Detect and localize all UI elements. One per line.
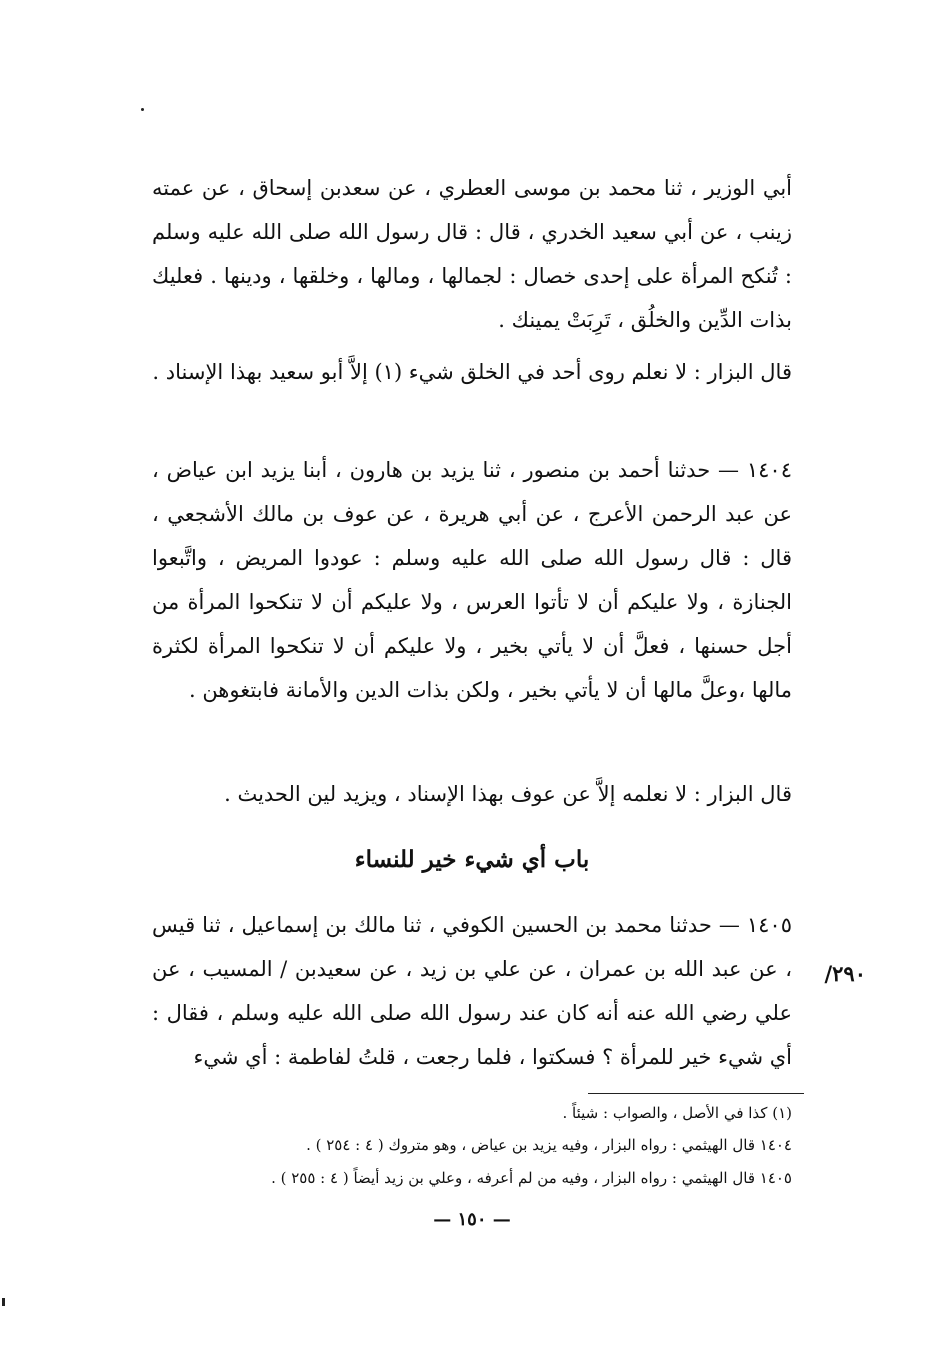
page-number: — ١٥٠ — [433,1209,511,1230]
footnote-1404: ١٤٠٤ قال الهيثمي : رواه البزار ، وفيه يزيد بن عياض ، وهو متروك ( ٤ : ٢٥٤ ) . [306,1136,792,1154]
print-speck [2,1298,5,1306]
paragraph-bazzar-comment-2: قال البزار : لا نعلمه إلاَّ عن عوف بهذا الإسناد ، ويزيد لين الحديث . [224,782,792,806]
chapter-heading: باب أي شيء خير للنساء [354,846,590,873]
footnote-1405: ١٤٠٥ قال الهيثمي : رواه البزار ، وفيه من لم أعرفه ، وعلي بن زيد أيضاً ( ٤ : ٢٥٥ ) . [271,1169,792,1187]
print-speck [141,108,144,111]
paragraph-bazzar-comment-1: قال البزار : لا نعلم روى أحد في الخلق شيء (١) إلاَّ أبو سعيد بهذا الإسناد . [152,360,792,384]
paragraph-hadith-1403-continuation: أبي الوزير ، ثنا محمد بن موسى العطري ، عن سعدبن إسحاق ، عن عمته زينب ، عن أبي سعيد الخدري ، قال : قال رسول الله صلى الله عليه وسلم : تُنكح المرأة على إحدى خصال : لجمالها ، ومالها ، وخلقها ، ودينها . فعليك بذات الدِّين والخلُق ، تَرِبَتْ يمينك . [152,176,792,332]
manuscript-folio-marker: ٢٩٠/ [824,961,866,986]
footnote-separator [588,1093,804,1094]
paragraph-hadith-1404: ١٤٠٤ — حدثنا أحمد بن منصور ، ثنا يزيد بن هارون ، أبنا يزيد ابن عياض ، عن عبد الرحمن الأعرج ، عن أبي هريرة ، عن عوف بن مالك الأشجعي ، قال : قال رسول الله صلى الله عليه وسلم : عودوا المريض ، واتَّبعوا الجنازة ، ولا عليكم أن لا تأتوا العرس ، ولا عليكم أن لا تنكحوا المرأة من أجل حسنها ، فعلَّ أن لا يأتي بخير ، ولا عليكم أن لا تنكحوا المرأة لكثرة مالها ،وعلَّ مالها أن لا يأتي بخير ، ولكن بذات الدين والأمانة فابتغوهن . [152,458,793,702]
footnote-1: (١) كذا في الأصل ، والصواب : شيئاً . [562,1104,792,1122]
paragraph-hadith-1405: ١٤٠٥ — حدثنا محمد بن الحسين الكوفي ، ثنا مالك بن إسماعيل ، ثنا قيس ، عن عبد الله بن عمران ، عن علي بن زيد ، عن سعيدبن / المسيب ، عن علي رضي الله عنه أنه كان عند رسول الله صلى الله عليه وسلم ، فقال : أي شيء خير للمرأة ؟ فسكتوا ، فلما رجعت ، قلتُ لفاطمة : أي شيء [152,913,792,1069]
